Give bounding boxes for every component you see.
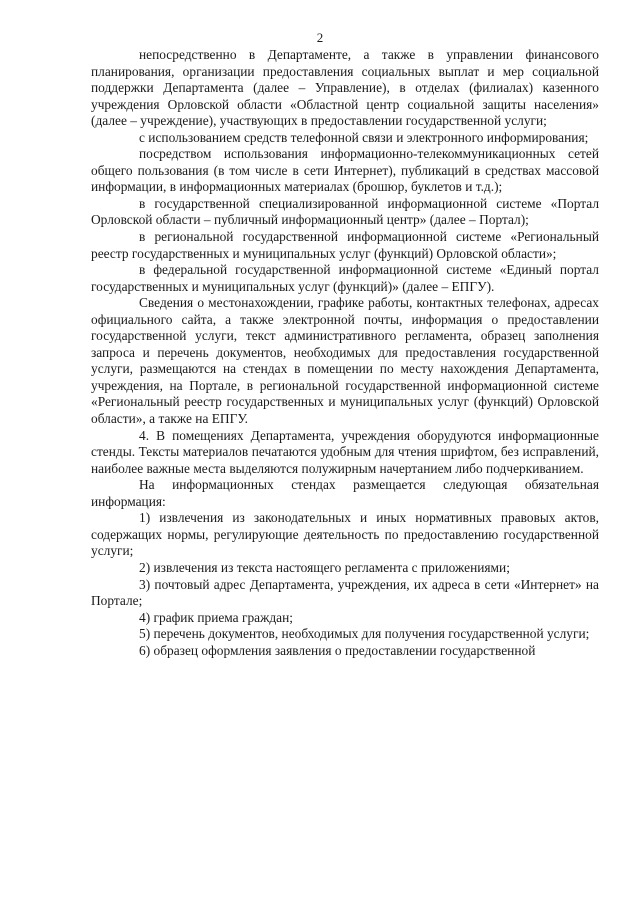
paragraph-telecom: посредством использования информационно-телекоммуникационных сетей общего пользования (в том числе в сети Интернет), публикаций в средствах массовой информации, в информационных материалах (брошюр, буклетов и т.д.);: [91, 146, 599, 195]
paragraph-epgu: в федеральной государственной информационной системе «Единый портал государственных и муниципальных услуг (функций)» (далее – ЕПГУ).: [91, 262, 599, 294]
list-item-5: 5) перечень документов, необходимых для получения государственной услуги;: [139, 626, 590, 642]
paragraph-stand-info: На информационных стендах размещается следующая обязательная информация:: [91, 477, 599, 509]
paragraph-portal: в государственной специализированной информационной системе «Портал Орловской области – публичный информационный центр» (далее – Портал);: [91, 195, 599, 228]
list-item-4: 4) график приема граждан;: [139, 609, 293, 625]
paragraph-section-4: 4. В помещениях Департамента, учреждения оборудуются информационные стенды. Тексты материалов печатаются удобным для чтения шрифтом, без исправлений, наиболее важные места выделяются полужирным начертанием либо подчеркиванием.: [91, 427, 599, 476]
list-item-1: 1) извлечения из законодательных и иных нормативных правовых актов, содержащих нормы, регулирующие деятельность по предоставлению государственной услуги;: [91, 510, 599, 559]
document-body: [91, 47, 599, 659]
paragraph-phone: с использованием средств телефонной связи и электронного информирования;: [139, 129, 589, 145]
list-item-6: 6) образец оформления заявления о предоставлении государственной: [139, 642, 536, 658]
list-item-3: 3) почтовый адрес Департамента, учреждения, их адреса в сети «Интернет» на Портале;: [91, 576, 599, 609]
page-number: 2: [316, 30, 324, 45]
paragraph-info-placement: Сведения о местонахождении, графике работы, контактных телефонах, адресах официального сайта, а также электронной почты, информация о предоставлении государственной услуги, текст административного регламента, образец заполнения запроса и перечень документов, необходимых для предоставления государственной услуги, размещаются на стендах в помещении по месту нахождения Департамента, учреждения, на Портале, в региональной государственной информационной системе «Региональный реестр государственных и муниципальных услуг (функций) Орловской области», а также на ЕПГУ.: [91, 295, 599, 427]
paragraph-regional-registry: в региональной государственной информационной системе «Региональный реестр государственных и муниципальных услуг (функций) Орловской области»;: [91, 229, 599, 261]
paragraph-locations: непосредственно в Департаменте, а также в управлении финансового планирования, организации предоставления социальных выплат и мер социальной поддержки Департамента (далее – Управление), в отделах (филиалах) казенного учреждения Орловской области «Областной центр социальной защиты населения» (далее – учреждение), участвующих в предоставлении государственной услуги;: [91, 47, 599, 129]
list-item-2: 2) извлечения из текста настоящего регламента с приложениями;: [139, 559, 510, 575]
